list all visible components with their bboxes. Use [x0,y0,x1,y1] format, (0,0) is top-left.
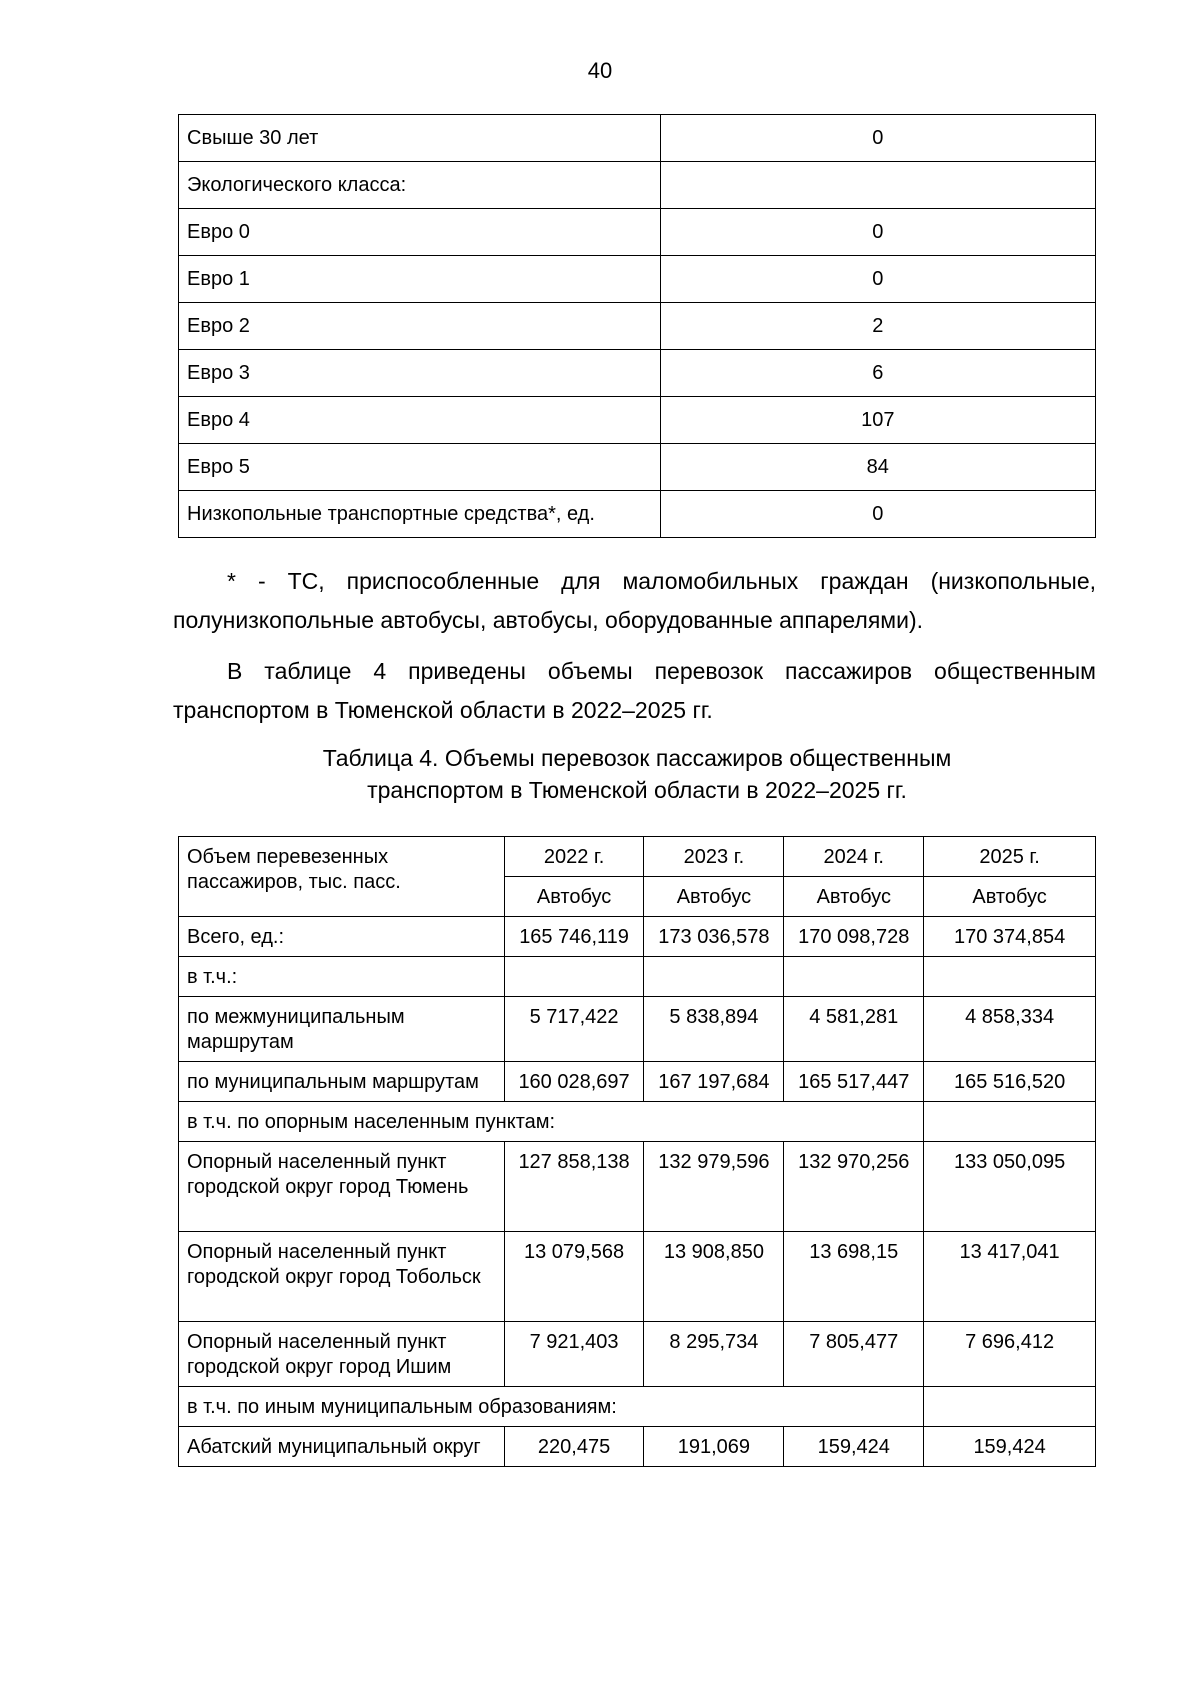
cell-value: 165 517,447 [784,1062,924,1102]
page-number: 40 [587,58,613,83]
year-header: 2023 г. [644,837,784,877]
cell-value: 132 979,596 [644,1142,784,1232]
row-label: Опорный населенный пункт городской округ город Тобольск [179,1232,505,1322]
table-row [179,1062,1096,1102]
cell-value: 132 970,256 [784,1142,924,1232]
cell-value: 7 805,477 [784,1322,924,1387]
cell-empty [924,957,1096,997]
row-label: Евро 3 [179,350,661,397]
table-row [179,1387,1096,1427]
intro-paragraph [173,652,1096,730]
mode-header: Автобус [504,877,644,917]
cell-value: 167 197,684 [644,1062,784,1102]
year-header: 2022 г. [504,837,644,877]
cell-value: 173 036,578 [644,917,784,957]
row-value: 0 [660,256,1095,303]
mode-header: Автобус [924,877,1096,917]
header-label: Объем перевезенных пассажиров, тыс. пасс. [179,837,505,917]
table-row [179,1102,1096,1142]
row-label: в т.ч. по иным муниципальным образованиям: [179,1387,924,1427]
row-label: Низкопольные транспортные средства*, ед. [179,491,661,538]
row-label: Евро 5 [179,444,661,491]
row-value: 84 [660,444,1095,491]
table-row [179,209,1096,256]
cell-value: 160 028,697 [504,1062,644,1102]
row-label: Абатский муниципальный округ [179,1427,505,1467]
cell-empty [644,957,784,997]
table-row [179,397,1096,444]
cell-value: 127 858,138 [504,1142,644,1232]
intro-text: В таблице 4 приведены объемы перевозок пассажиров общественным транспортом в Тюменской области в 2022–2025 гг. [173,658,1096,723]
table-row [179,256,1096,303]
table-row [179,1232,1096,1322]
caption-line: Таблица 4. Объемы перевозок пассажиров общественным [322,745,952,771]
cell-value: 133 050,095 [924,1142,1096,1232]
row-label: Свыше 30 лет [179,115,661,162]
cell-value: 13 417,041 [924,1232,1096,1322]
table-row [179,1427,1096,1467]
table-row [179,1142,1096,1232]
caption-line: транспортом в Тюменской области в 2022–2025 гг. [367,777,907,803]
cell-value: 13 698,15 [784,1232,924,1322]
mode-header: Автобус [644,877,784,917]
row-label: по межмуниципальным маршрутам [179,997,505,1062]
cell-value: 165 746,119 [504,917,644,957]
footnote-text: * - ТС, приспособленные для маломобильных граждан (низкопольные, полунизкопольные автобусы, автобусы, оборудованные аппарелями). [173,568,1096,633]
table-row [179,162,1096,209]
row-label: Евро 4 [179,397,661,444]
cell-value: 4 858,334 [924,997,1096,1062]
row-label: в т.ч.: [179,957,505,997]
header-row [179,837,1096,877]
cell-empty [504,957,644,997]
traffic-table [178,836,1096,1467]
year-header: 2024 г. [784,837,924,877]
cell-value: 8 295,734 [644,1322,784,1387]
cell-value: 7 696,412 [924,1322,1096,1387]
row-value: 2 [660,303,1095,350]
row-value: 107 [660,397,1095,444]
table-row [179,491,1096,538]
cell-value: 159,424 [924,1427,1096,1467]
cell-value: 220,475 [504,1427,644,1467]
table-row [179,350,1096,397]
table-row [179,444,1096,491]
table-row [179,957,1096,997]
row-label: Евро 1 [179,256,661,303]
row-label: Опорный населенный пункт городской округ город Ишим [179,1322,505,1387]
fleet-table [178,114,1096,538]
cell-empty [924,1102,1096,1142]
cell-value: 159,424 [784,1427,924,1467]
row-value: 6 [660,350,1095,397]
cell-value: 170 374,854 [924,917,1096,957]
cell-value: 191,069 [644,1427,784,1467]
row-label: Опорный населенный пункт городской округ город Тюмень [179,1142,505,1232]
table-row [179,303,1096,350]
table-row [179,115,1096,162]
table-caption [178,742,1096,806]
row-value: 0 [660,209,1095,256]
row-label: Евро 0 [179,209,661,256]
row-label: по муниципальным маршрутам [179,1062,505,1102]
table-row [179,917,1096,957]
year-header: 2025 г. [924,837,1096,877]
row-value: 0 [660,115,1095,162]
cell-value: 5 717,422 [504,997,644,1062]
row-label: Евро 2 [179,303,661,350]
cell-value: 4 581,281 [784,997,924,1062]
row-label: в т.ч. по опорным населенным пунктам: [179,1102,924,1142]
cell-empty [924,1387,1096,1427]
row-label: Экологического класса: [179,162,661,209]
footnote [173,562,1096,640]
row-value: 0 [660,491,1095,538]
mode-header: Автобус [784,877,924,917]
row-value [660,162,1095,209]
row-label: Всего, ед.: [179,917,505,957]
cell-value: 7 921,403 [504,1322,644,1387]
table-row [179,1322,1096,1387]
table-row [179,997,1096,1062]
cell-value: 13 079,568 [504,1232,644,1322]
cell-empty [784,957,924,997]
cell-value: 165 516,520 [924,1062,1096,1102]
cell-value: 5 838,894 [644,997,784,1062]
cell-value: 13 908,850 [644,1232,784,1322]
cell-value: 170 098,728 [784,917,924,957]
